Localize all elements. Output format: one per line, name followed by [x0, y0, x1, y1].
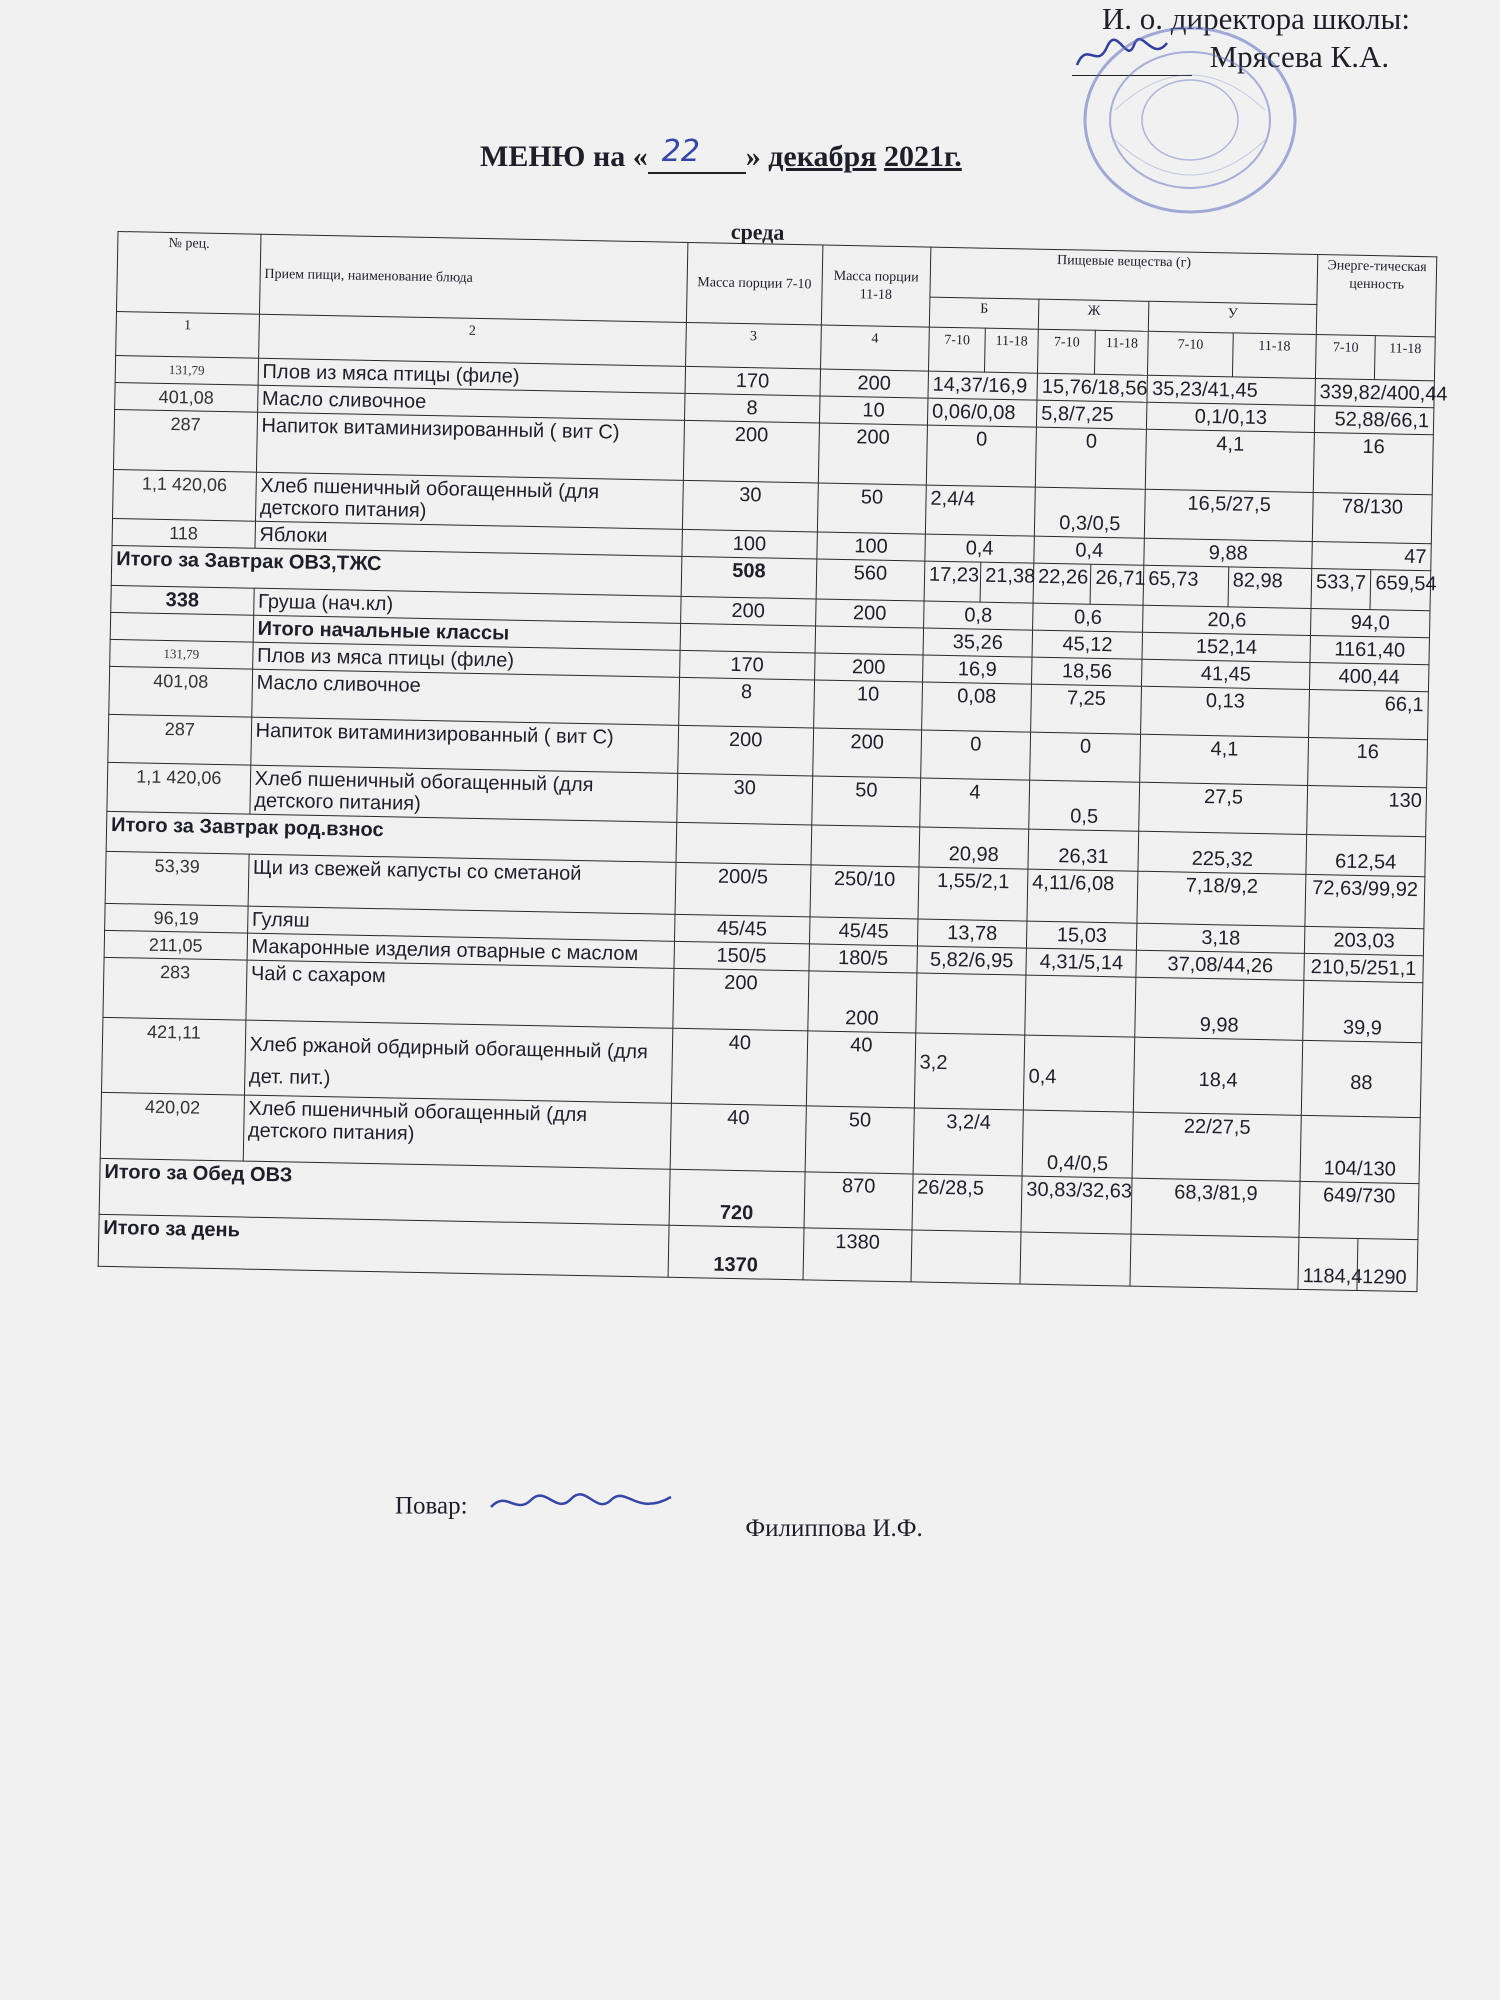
header-b: Б: [929, 297, 1039, 329]
menu-title: МЕНЮ на « 22 » декабря 2021г.: [480, 134, 962, 173]
date-day-field: 22: [648, 142, 746, 174]
school-stamp: [1075, 20, 1305, 220]
table-row: 420,02 Хлеб пшеничный обогащенный (для детского питания) 40 50 3,2/4 0,4/0,5 22/27,5 104/130: [100, 1092, 1420, 1183]
column-number-row: 1 2 3 4 7-10 11-18 7-10 11-18 7-10 11-18 7-10 11-18: [116, 311, 1436, 380]
table-row: 338 Груша (нач.кл) 200 200 0,8 0,6 20,6 94,0: [111, 585, 1430, 637]
handwritten-signature-icon: [486, 1485, 676, 1525]
table-row: 1,1 420,06 Хлеб пшеничный обогащенный (для детского питания) 30 50 4 0,5 27,5 130: [107, 762, 1427, 836]
weekday-label: среда: [730, 218, 785, 245]
total-paid-row: Итого за Завтрак род.взнос 20,98 26,31 225,32 612,54: [106, 811, 1426, 876]
header-u: У: [1149, 301, 1317, 334]
approval-name: Мрясева К.А.: [1209, 39, 1390, 74]
header-nutrients: Пищевые вещества (г): [930, 247, 1318, 304]
total-breakfast-ovz-row: Итого за Завтрак ОВЗ,ТЖС 508 560 17,23 21,38 22,26 26,71 65,73 82,98 533,7 659,54: [111, 545, 1431, 610]
table-row: 211,05 Макаронные изделия отварные с маслом 150/5 180/5 5,82/6,95 4,31/5,14 37,08/44,26 210,5/251,1: [104, 930, 1423, 982]
menu-table: [98, 231, 1448, 1292]
approval-role: И. о. директора школы:: [1101, 1, 1410, 36]
cook-signature: [486, 1487, 686, 1522]
total-lunch-row: Итого за Обед ОВЗ 720 870 26/28,5 30,83/32,63 68,3/81,9 649/730: [99, 1158, 1419, 1239]
title-month: декабря: [768, 140, 877, 173]
table-row: 401,08 Масло сливочное 8 10 0,08 7,25 0,13 66,1: [109, 666, 1429, 739]
table-row: 401,08 Масло сливочное 8 10 0,06/0,08 5,8/7,25 0,1/0,13 52,88/66,1: [115, 382, 1434, 434]
table-row: 96,19 Гуляш 45/45 45/45 13,78 15,03 3,18 203,03: [105, 903, 1424, 955]
table-row: 1,1 420,06 Хлеб пшеничный обогащенный (для детского питания) 30 50 2,4/4 0,3/0,5 16,5/27,5 78/130: [113, 469, 1433, 543]
header-mass1: Масса порции 7-10: [686, 242, 823, 325]
table-row: 287 Напиток витаминизированный ( вит С) 200 200 0 0 4,1 16: [108, 714, 1428, 787]
header-mass2: Масса порции 11-18: [821, 245, 931, 327]
header-rec: № рец.: [116, 232, 260, 315]
table-row: 118 Яблоки 100 100 0,4 0,4 9,88 47: [112, 518, 1431, 570]
table-row: 131,79 Плов из мяса птицы (филе) 170 200 14,37/16,9 15,76/18,56 35,23/41,45 339,82/400,44: [115, 355, 1434, 407]
cook-name: Филиппова И.Ф.: [745, 1514, 923, 1542]
table-row: 287 Напиток витаминизированный ( вит С) 200 200 0 0 4,1 16: [113, 409, 1433, 494]
header-zh: Ж: [1038, 299, 1149, 331]
cook-label: Повар:: [395, 1492, 468, 1520]
table-row: 421,11 Хлеб ржаной обдирный обогащенный (для дет. пит.) 40 40 3,2 0,4 18,4 88: [102, 1017, 1422, 1117]
footer: [395, 1485, 923, 1542]
header-energy: Энерге-тическая ценность: [1316, 255, 1437, 337]
title-year: 2021г.: [883, 140, 962, 173]
table-row: 131,79 Плов из мяса птицы (филе) 170 200 16,9 18,56 41,45 400,44: [110, 639, 1429, 691]
menu-table-wrapper: [98, 207, 1448, 1292]
table-row: 283 Чай с сахаром 200 200 9,98 39,9: [103, 957, 1423, 1042]
total-day-row: Итого за день 1370 1380 1184,4 1290: [98, 1214, 1418, 1291]
total-primary-row: Итого начальные классы 35,26 45,12 152,14 1161,40: [110, 612, 1429, 664]
header-dish: Прием пищи, наименование блюда: [259, 234, 687, 322]
table-row: 53,39 Щи из свежей капусты со сметаной 200/5 250/10 1,55/2,1 4,11/6,08 7,18/9,2 72,63/99,92: [105, 851, 1425, 928]
